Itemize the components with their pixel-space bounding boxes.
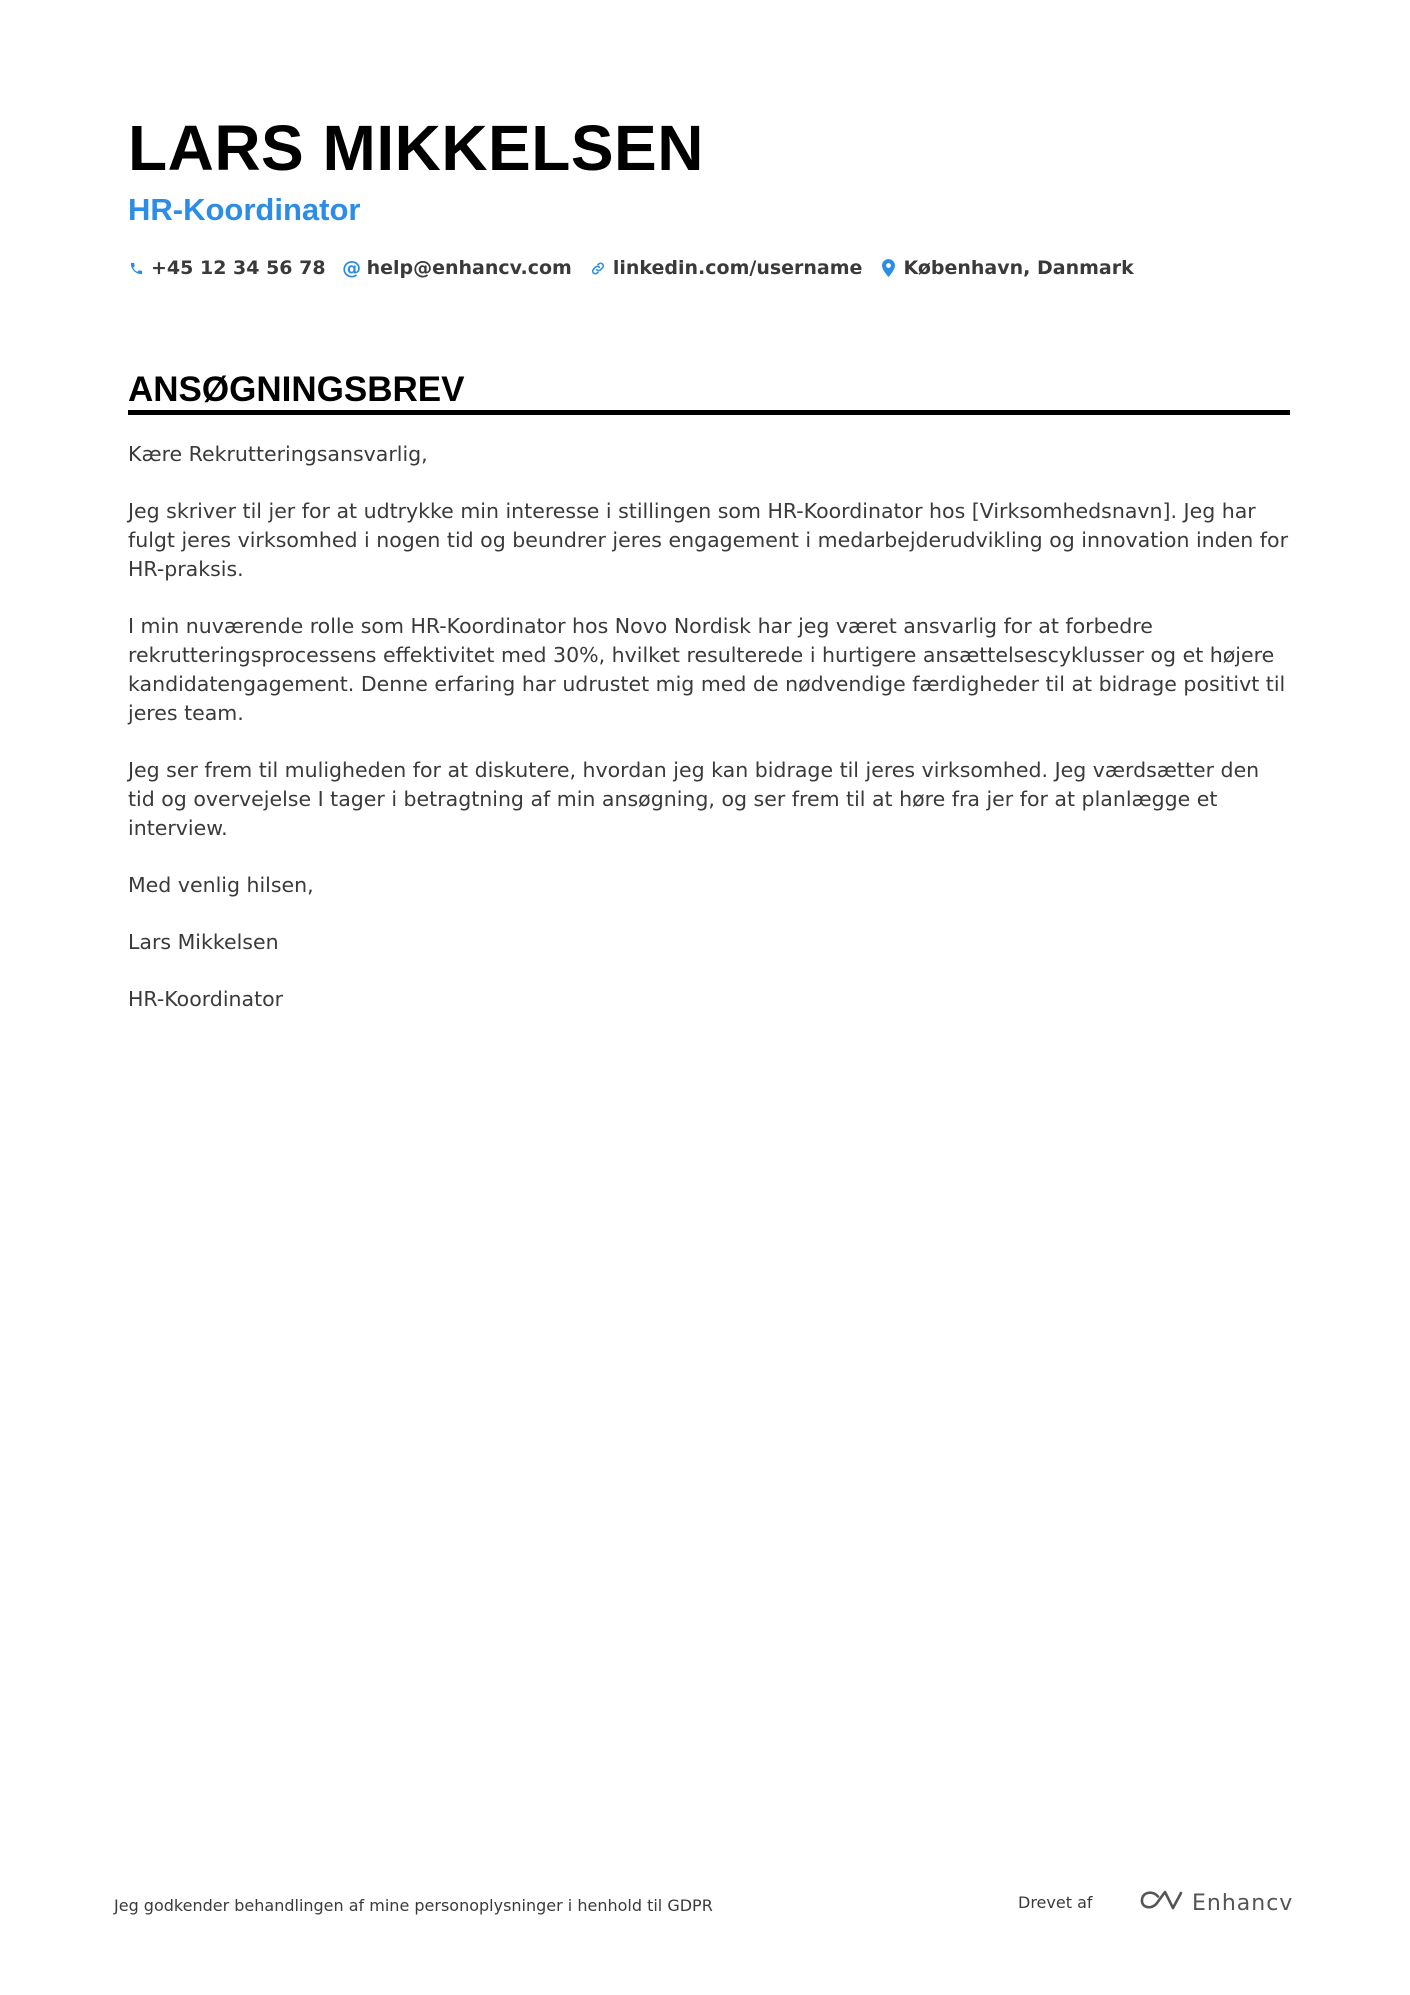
contact-email[interactable] bbox=[344, 257, 572, 279]
section-divider bbox=[128, 410, 1290, 415]
letter-closing: Med venlig hilsen, bbox=[128, 873, 314, 897]
signature-title: HR-Koordinator bbox=[128, 987, 284, 1011]
enhancv-logo-icon bbox=[1138, 1888, 1184, 1918]
contact-phone[interactable] bbox=[128, 257, 326, 279]
location-pin-icon bbox=[880, 259, 896, 277]
link-icon bbox=[590, 259, 606, 277]
email-text: help@enhancv.com bbox=[366, 257, 572, 279]
linkedin-text: linkedin.com/username bbox=[612, 257, 863, 279]
powered-by-label: Drevet af bbox=[1018, 1893, 1093, 1912]
phone-text: +45 12 34 56 78 bbox=[151, 257, 326, 279]
contact-bar bbox=[128, 252, 1134, 284]
letter-body bbox=[128, 440, 1290, 1042]
location-text: København, Danmark bbox=[903, 257, 1134, 279]
letter-paragraph: Jeg ser frem til muligheden for at diskutere, hvordan jeg kan bidrage til jeres virksomhed. Jeg værdsætter den tid og overvejelse I tager i betragtning af min ansøgning, og ser frem til at høre fra jer for at planlægge et interview. bbox=[128, 758, 1260, 840]
contact-linkedin[interactable] bbox=[590, 257, 863, 279]
brand-name: Enhancv bbox=[1192, 1890, 1294, 1916]
enhancv-brand[interactable] bbox=[1138, 1886, 1293, 1920]
contact-location bbox=[880, 257, 1133, 279]
signature-name: Lars Mikkelsen bbox=[128, 930, 279, 954]
letter-paragraph: Jeg skriver til jer for at udtrykke min interesse i stillingen som HR-Koordinator hos [Virksomhedsnavn]. Jeg har fulgt jeres virksomhed i nogen tid og beundrer jeres engagement i medarbejderudvikling og innovation inden for HR-praksis. bbox=[128, 499, 1288, 581]
candidate-title: HR-Koordinator bbox=[128, 192, 361, 227]
gdpr-consent-text: Jeg godkender behandlingen af mine personoplysninger i henhold til GDPR bbox=[114, 1896, 713, 1915]
letter-paragraph: I min nuværende rolle som HR-Koordinator hos Novo Nordisk har jeg været ansvarlig for at forbedre rekrutteringsprocessens effektivitet med 30%, hvilket resulterede i hurtigere ansættelsescyklusser og et højere kandidatengagement. Denne erfaring har udrustet mig med de nødvendige færdigheder til at bidrage positivt til jeres team. bbox=[128, 614, 1286, 725]
at-icon: @ bbox=[342, 257, 362, 279]
candidate-name: LARS MIKKELSEN bbox=[128, 112, 704, 184]
phone-icon bbox=[128, 259, 144, 277]
letter-greeting: Kære Rekrutteringsansvarlig, bbox=[128, 442, 428, 466]
section-heading: ANSØGNINGSBREV bbox=[128, 370, 465, 409]
